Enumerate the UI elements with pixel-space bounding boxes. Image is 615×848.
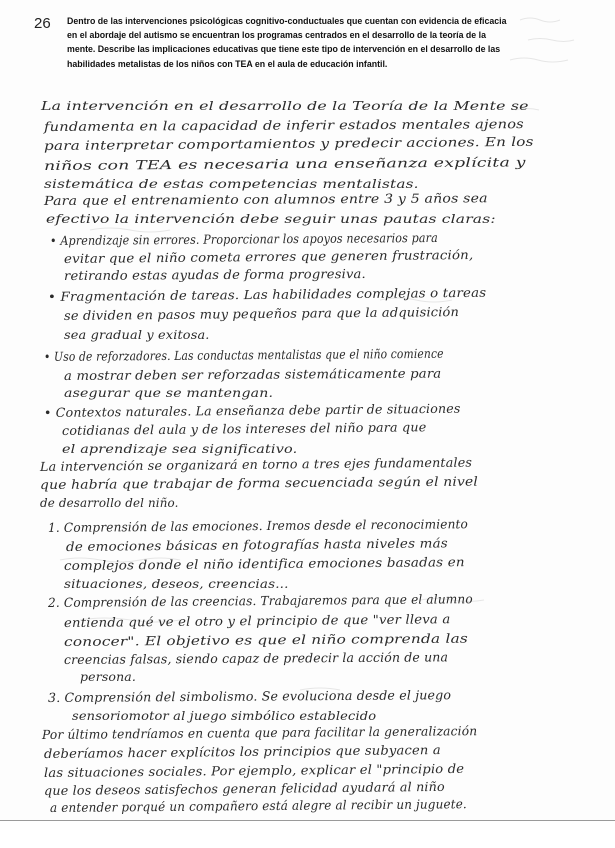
answer-line: el aprendizaje sea significativo. (62, 441, 298, 456)
answer-line: sistemática de estas competencias mentalistas. (44, 176, 419, 191)
question-number: 26 (34, 15, 51, 32)
answer-line: complejos donde el niño identifica emociones basadas en (63, 554, 465, 573)
answer-line: a mostrar deben ser reforzadas sistemáticamente para (63, 365, 442, 383)
answer-line: niños con TEA es necesaria una enseñanza explícita y (43, 154, 526, 173)
answer-line: retirando estas ayudas de forma progresiva. (63, 265, 366, 283)
answer-line: Para que el entrenamiento con alumnos entre 3 y 5 años sea (43, 190, 488, 208)
answer-line: sensoriomotor al juego simbólico establecido (72, 708, 377, 723)
answer-line: se dividen en pasos muy pequeños para que la adquisición (63, 304, 460, 323)
answer-line: de emociones básicas en fotografías hasta niveles más (65, 535, 448, 554)
answer-line: sea gradual y exitosa. (64, 327, 210, 342)
answer-line: efectivo la intervención debe seguir unas pautas claras: (46, 211, 496, 226)
answer-line: • Aprendizaje sin errores. Proporcionar los apoyos necesarios para (49, 229, 438, 248)
answer-line: para interpretar comportamientos y predecir acciones. En los (43, 133, 534, 153)
answer-line: de desarrollo del niño. (40, 495, 179, 510)
answer-line: persona. (80, 669, 136, 684)
answer-line: • Fragmentación de tareas. Las habilidades complejas o tareas (47, 284, 487, 304)
answer-line: • Contextos naturales. La enseñanza debe partir de situaciones (43, 400, 461, 420)
answer-line: 2. Comprensión de las creencias. Trabajaremos para que el alumno (47, 591, 473, 610)
answer-line: cotidianas del aula y de los intereses del niño para que (61, 419, 427, 438)
answer-line: situaciones, deseos, creencias... (64, 576, 289, 591)
answer-line: evitar que el niño cometa errores que generen frustración, (63, 246, 474, 266)
answer-line: La intervención en el desarrollo de la Teoría de la Mente se (41, 98, 529, 113)
answer-line: a entender porqué un compañero está alegre al recibir un juguete. (49, 796, 467, 815)
answer-line: que los deseos satisfechos generan felicidad ayudará al niño (43, 778, 445, 798)
question-prompt: Dentro de las intervenciones psicológicas cognitivo-conductuales que cuentan con evidencia de eficacia en el abordaje del autismo se encuentran los programas centrados en el desarrollo de la teoría de la mente. Describe las implicaciones educativas que tiene este tipo de intervención en el desarrollo de las habilidades metalistas de los niños con TEA en el aula de educación infantil. (67, 16, 507, 69)
answer-line: conocer". El objetivo es que el niño comprenda las (63, 630, 469, 649)
answer-line: 3. Comprensión del simbolismo. Se evoluciona desde el juego (47, 687, 452, 705)
page-bottom-margin (0, 821, 615, 848)
answer-line: • Uso de reforzadores. Las conductas mentalistas que el niño comience (43, 345, 444, 364)
answer-line: creencias falsas, siendo capaz de predecir la acción de una (63, 649, 449, 667)
answer-line: deberíamos hacer explícitos los principios que subyacen a (43, 742, 441, 761)
answer-line: entienda qué ve el otro y el principio de que "ver lleva a (63, 611, 451, 630)
answer-line: que habría que trabajar de forma secuenciada según el nivel (39, 473, 478, 492)
answer-line: Por último tendríamos en cuenta que para facilitar la generalización (41, 723, 478, 742)
answer-line: 1. Comprensión de las emociones. Iremos desde el reconocimiento (47, 516, 469, 535)
answer-line: asegurar que se mantengan. (64, 385, 274, 400)
answer-line: fundamenta en la capacidad de inferir estados mentales ajenos (43, 116, 524, 134)
answer-line: La intervención se organizará en torno a tres ejes fundamentales (39, 454, 473, 474)
answer-line: las situaciones sociales. Por ejemplo, explicar el "principio de (43, 760, 465, 780)
